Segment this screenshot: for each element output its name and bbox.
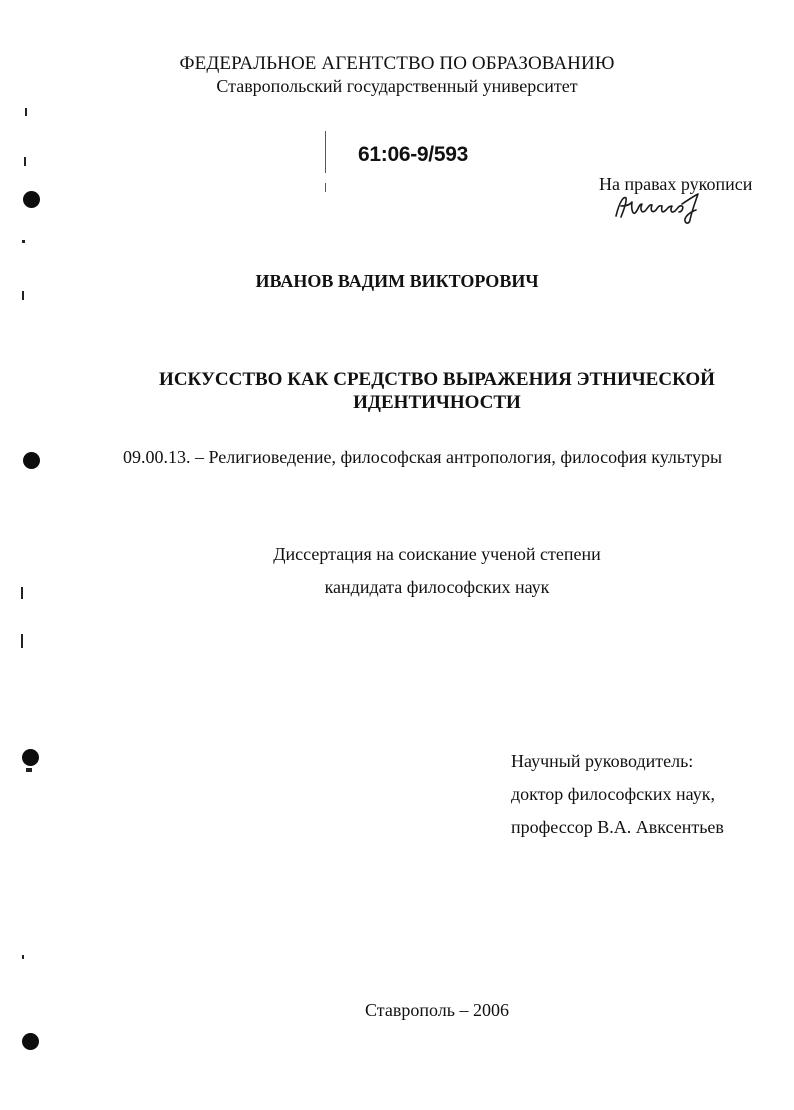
binding-hole-top	[23, 191, 40, 208]
scan-speck	[22, 955, 24, 959]
city-year: Ставрополь – 2006	[365, 1000, 509, 1020]
agency-name: ФЕДЕРАЛЬНОЕ АГЕНТСТВО ПО ОБРАЗОВАНИЮ	[179, 53, 615, 74]
degree-line1: Диссертация на соискание ученой степени	[273, 544, 601, 564]
binding-hole-bottom	[22, 1033, 39, 1050]
supervisor-name: профессор В.А. Авксентьев	[511, 817, 724, 837]
author-name: ИВАНОВ ВАДИМ ВИКТОРОВИЧ	[255, 271, 539, 291]
handwritten-signature	[612, 190, 708, 226]
manuscript-note: На правах рукописи	[599, 174, 753, 194]
university-name: Ставропольский государственный университет	[216, 76, 578, 96]
scan-line	[325, 131, 326, 173]
binding-hole-lower	[22, 749, 39, 766]
scan-speck	[22, 240, 25, 243]
binding-hole-middle	[23, 452, 40, 469]
scan-speck	[21, 634, 23, 648]
dissertation-title-line2: ИДЕНТИЧНОСТИ	[353, 392, 521, 413]
supervisor-label: Научный руководитель:	[511, 751, 694, 771]
specialty-code: 09.00.13. – Религиоведение, философская антропология, философия культуры	[123, 447, 723, 467]
scan-speck	[25, 108, 27, 116]
degree-line2: кандидата философских наук	[324, 577, 550, 597]
scan-line	[325, 183, 326, 192]
scan-speck	[26, 768, 32, 772]
dissertation-title-line1: ИСКУССТВО КАК СРЕДСТВО ВЫРАЖЕНИЯ ЭТНИЧЕСКОЙ	[159, 369, 715, 390]
supervisor-degree: доктор философских наук,	[511, 784, 715, 804]
scan-speck	[24, 157, 26, 166]
scan-speck	[22, 291, 24, 300]
archive-code: 61:06-9/593	[358, 143, 468, 166]
